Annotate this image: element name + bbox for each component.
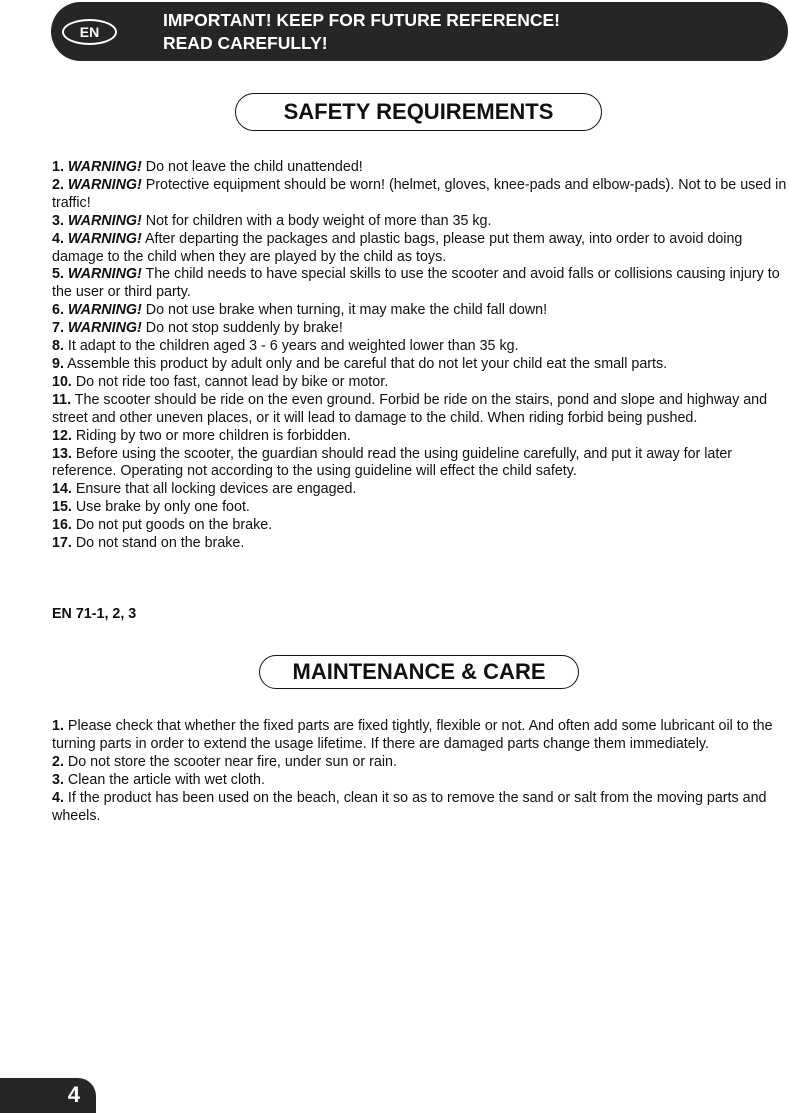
item-text: Clean the article with wet cloth. — [63, 771, 265, 788]
warning-label: WARNING! — [67, 159, 142, 175]
warning-label: WARNING! — [67, 212, 142, 229]
list-item — [52, 231, 787, 267]
item-text: Assemble this product by adult only and be careful that do not let your child eat the small parts. — [63, 355, 668, 372]
page-number: 4 — [67, 1082, 80, 1107]
item-number: 12. — [52, 427, 72, 444]
list-item — [52, 772, 787, 790]
page-number-tab — [0, 1078, 96, 1113]
item-number: 1. — [52, 159, 64, 175]
item-number: 17. — [52, 535, 72, 552]
maintenance-care-title: MAINTENANCE & CARE — [259, 655, 579, 689]
list-item — [52, 213, 787, 231]
item-text: Use brake by only one foot. — [71, 499, 250, 516]
item-text: Ensure that all locking devices are engaged. — [71, 481, 357, 498]
list-item — [52, 320, 787, 338]
item-text: Before using the scooter, the guardian should read the using guideline carefully, and put it away for later reference. Operating not according to the using guideline will effect the child safety. — [52, 445, 733, 480]
list-item — [52, 159, 787, 177]
item-number: 4. — [52, 789, 64, 806]
item-text: Do not leave the child unattended! — [141, 159, 363, 175]
list-item — [52, 481, 787, 499]
standard-reference: EN 71-1, 2, 3 — [52, 606, 137, 622]
item-number: 7. — [52, 320, 64, 337]
warning-label: WARNING! — [67, 176, 142, 193]
header-text — [163, 9, 560, 55]
item-number: 8. — [52, 338, 64, 355]
header-banner — [51, 2, 788, 61]
list-item — [52, 517, 787, 535]
list-item — [52, 535, 787, 553]
list-item — [52, 177, 787, 213]
item-text: The scooter should be ride on the even ground. Forbid be ride on the stairs, pond and slope and highway and street and other uneven places, or it will lead to damage to the child. When riding forbid being pushed. — [52, 391, 768, 426]
item-text: Not for children with a body weight of more than 35 kg. — [141, 212, 492, 229]
item-text: Do not store the scooter near fire, under sun or rain. — [63, 753, 397, 770]
list-item — [52, 374, 787, 392]
item-number: 10. — [52, 373, 72, 390]
list-item — [52, 266, 787, 302]
item-text: If the product has been used on the beach, clean it so as to remove the sand or salt from the moving parts and wheels. — [52, 789, 767, 824]
maintenance-care-list — [52, 718, 787, 825]
item-number: 5. — [52, 266, 64, 283]
item-text: The child needs to have special skills to use the scooter and avoid falls or collisions causing injury to the user or third party. — [52, 266, 780, 301]
item-number: 9. — [52, 355, 64, 372]
list-item — [52, 392, 787, 428]
item-text: Do not use brake when turning, it may make the child fall down! — [141, 302, 548, 319]
item-number: 3. — [52, 212, 64, 229]
item-text: Do not ride too fast, cannot lead by bike or motor. — [71, 373, 389, 390]
item-number: 1. — [52, 718, 64, 734]
item-number: 13. — [52, 445, 72, 462]
item-text: It adapt to the children aged 3 - 6 years and weighted lower than 35 kg. — [63, 338, 519, 355]
item-number: 4. — [52, 230, 64, 247]
item-number: 2. — [52, 753, 64, 770]
item-text: Riding by two or more children is forbidden. — [71, 427, 351, 444]
list-item — [52, 428, 787, 446]
item-number: 6. — [52, 302, 64, 319]
item-number: 3. — [52, 771, 64, 788]
list-item — [52, 499, 787, 517]
safety-requirements-title: SAFETY REQUIREMENTS — [235, 93, 602, 131]
item-text: Protective equipment should be worn! (helmet, gloves, knee-pads and elbow-pads). Not to be used in traffic! — [52, 176, 787, 211]
item-text: After departing the packages and plastic bags, please put them away, into order to avoid doing damage to the child when they are played by the child as toys. — [52, 230, 743, 265]
item-number: 15. — [52, 499, 72, 516]
item-text: Do not stop suddenly by brake! — [141, 320, 343, 337]
list-item — [52, 356, 787, 374]
item-text: Do not put goods on the brake. — [71, 517, 273, 534]
warning-label: WARNING! — [67, 266, 142, 283]
safety-requirements-list — [52, 159, 787, 553]
item-number: 2. — [52, 176, 64, 193]
item-text: Do not stand on the brake. — [71, 535, 245, 552]
item-text: Please check that whether the fixed parts are fixed tightly, flexible or not. And often add some lubricant oil to the turning parts in order to extend the usage lifetime. If there are damaged parts change them immediately. — [52, 718, 773, 752]
list-item — [52, 718, 787, 754]
header-line-1: IMPORTANT! KEEP FOR FUTURE REFERENCE! — [163, 10, 560, 30]
list-item — [52, 338, 787, 356]
language-badge: EN — [62, 19, 117, 45]
warning-label: WARNING! — [67, 230, 142, 247]
item-number: 14. — [52, 481, 72, 498]
list-item — [52, 790, 787, 826]
warning-label: WARNING! — [67, 302, 142, 319]
header-line-2: READ CAREFULLY! — [163, 33, 328, 53]
warning-label: WARNING! — [67, 320, 142, 337]
item-number: 16. — [52, 517, 72, 534]
list-item — [52, 446, 787, 482]
list-item — [52, 754, 787, 772]
list-item — [52, 302, 787, 320]
item-number: 11. — [52, 391, 72, 408]
